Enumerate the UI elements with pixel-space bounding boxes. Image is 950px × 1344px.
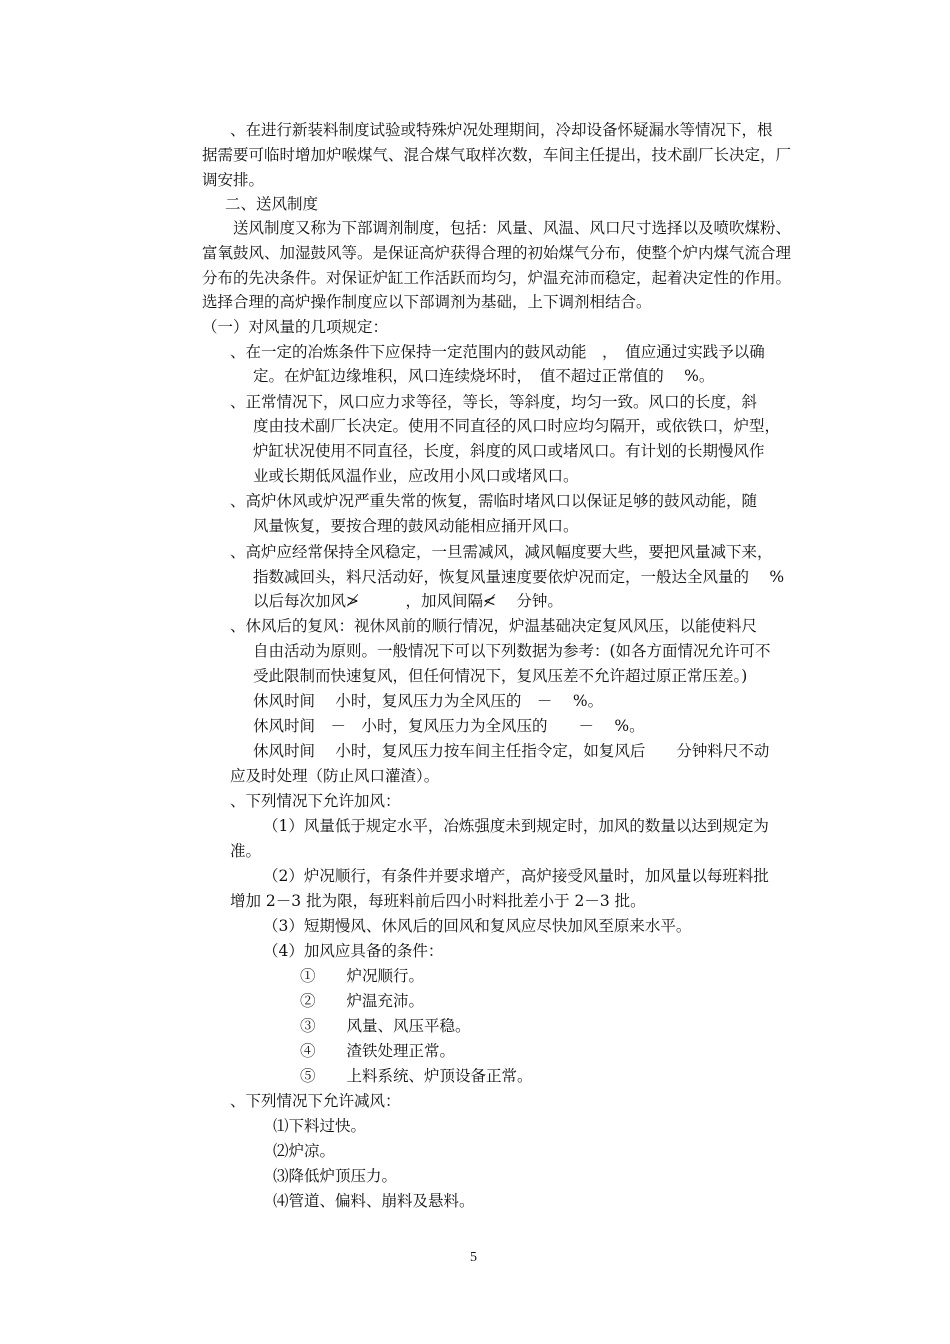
- list-item: ⑤ 上料系统、炉顶设备正常。: [300, 1067, 533, 1085]
- text-line: 业或长期低风温作业，应改用小风口或堵风口。: [253, 467, 579, 485]
- text-line: 受此限制而快速复风，但任何情况下，复风压差不允许超过原正常压差。): [253, 667, 748, 685]
- text-line: 、下列情况下允许加风：: [230, 792, 401, 810]
- list-item: ⑵炉凉。: [273, 1142, 336, 1160]
- subsection-heading: （一）对风量的几项规定：: [202, 318, 389, 336]
- text-line: 富氧鼓风、加湿鼓风等。是保证高炉获得合理的初始煤气分布，使整个炉内煤气流合理: [202, 244, 792, 262]
- text-line: （4）加风应具备的条件：: [263, 942, 444, 960]
- text-line: 调安排。: [202, 171, 265, 189]
- text-line: 送风制度又称为下部调剂制度，包括：风量、风温、风口尺寸选择以及喷吹煤粉、: [233, 219, 792, 237]
- section-heading: 二、送风制度: [225, 195, 319, 213]
- text-line: 选择合理的高炉操作制度应以下部调剂为基础，上下调剂相结合。: [202, 293, 652, 311]
- text-line: 炉缸状况使用不同直径，长度，斜度的风口或堵风口。有计划的长期慢风作: [253, 442, 765, 460]
- text-line: 度由技术副厂长决定。使用不同直径的风口时应均匀隔开，或依铁口，炉型，: [253, 417, 781, 435]
- page-number: 5: [470, 1250, 477, 1265]
- list-item: ④ 渣铁处理正常。: [300, 1042, 456, 1060]
- text-line: （2）炉况顺行，有条件并要求增产，高炉接受风量时，加风量以每班料批: [263, 867, 769, 885]
- text-line: 、高炉休风或炉况严重失常的恢复，需临时堵风口以保证足够的鼓风动能，随: [230, 492, 758, 510]
- text-line: 以后每次加风≯ ，加风间隔≮ 分钟。: [253, 592, 563, 610]
- text-line: 自由活动为原则。一般情况下可以下列数据为参考：(如各方面情况允许可不: [253, 642, 771, 660]
- list-item: ⑷管道、偏料、崩料及悬料。: [273, 1192, 475, 1210]
- text-line: 休风时间 小时，复风压力为全风压的 － %。: [253, 692, 604, 710]
- text-line: （3）短期慢风、休风后的回风和复风应尽快加风至原来水平。: [263, 917, 692, 935]
- text-line: 准。: [230, 842, 262, 860]
- list-item: ⑴下料过快。: [273, 1117, 367, 1135]
- list-item: ② 炉温充沛。: [300, 992, 425, 1010]
- text-line: 风量恢复，要按合理的鼓风动能相应捅开风口。: [253, 517, 579, 535]
- text-line: 、在一定的冶炼条件下应保持一定范围内的鼓风动能 ， 值应通过实践予以确: [230, 343, 765, 361]
- text-line: 据需要可临时增加炉喉煤气、混合煤气取样次数，车间主任提出，技术副厂长决定，厂: [202, 146, 792, 164]
- text-line: 定。在炉缸边缘堆积，风口连续烧坏时， 值不超过正常值的 %。: [253, 367, 715, 385]
- text-line: 、在进行新装料制度试验或特殊炉况处理期间，冷却设备怀疑漏水等情况下，根: [230, 121, 773, 139]
- list-item: ① 炉况顺行。: [300, 967, 425, 985]
- text-line: 应及时处理（防止风口灌渣）。: [230, 767, 440, 785]
- text-line: 休风时间 － 小时，复风压力为全风压的 － %。: [253, 717, 645, 735]
- text-line: 、下列情况下允许减风：: [230, 1092, 401, 1110]
- text-line: 、休风后的复风：视休风前的顺行情况，炉温基础决定复风风压，以能使料尺: [230, 617, 758, 635]
- text-line: 分布的先决条件。对保证炉缸工作活跃而均匀，炉温充沛而稳定，起着决定性的作用。: [202, 269, 792, 287]
- text-line: 增加 2－3 批为限，每班料前后四小时料批差小于 2－3 批。: [230, 892, 646, 910]
- text-line: 、正常情况下，风口应力求等径，等长，等斜度，均匀一致。风口的长度，斜: [230, 393, 758, 411]
- list-item: ③ 风量、风压平稳。: [300, 1017, 471, 1035]
- text-line: 休风时间 小时，复风压力按车间主任指令定，如复风后 分钟料尺不动: [253, 742, 770, 760]
- text-line: 、高炉应经常保持全风稳定，一旦需减风，减风幅度要大些，要把风量减下来，: [230, 543, 773, 561]
- list-item: ⑶降低炉顶压力。: [273, 1167, 398, 1185]
- text-line: （1）风量低于规定水平，冶炼强度未到规定时，加风的数量以达到规定为: [263, 817, 769, 835]
- text-line: 指数减回头，料尺活动好，恢复风量速度要依炉况而定，一般达全风量的 %: [253, 568, 785, 586]
